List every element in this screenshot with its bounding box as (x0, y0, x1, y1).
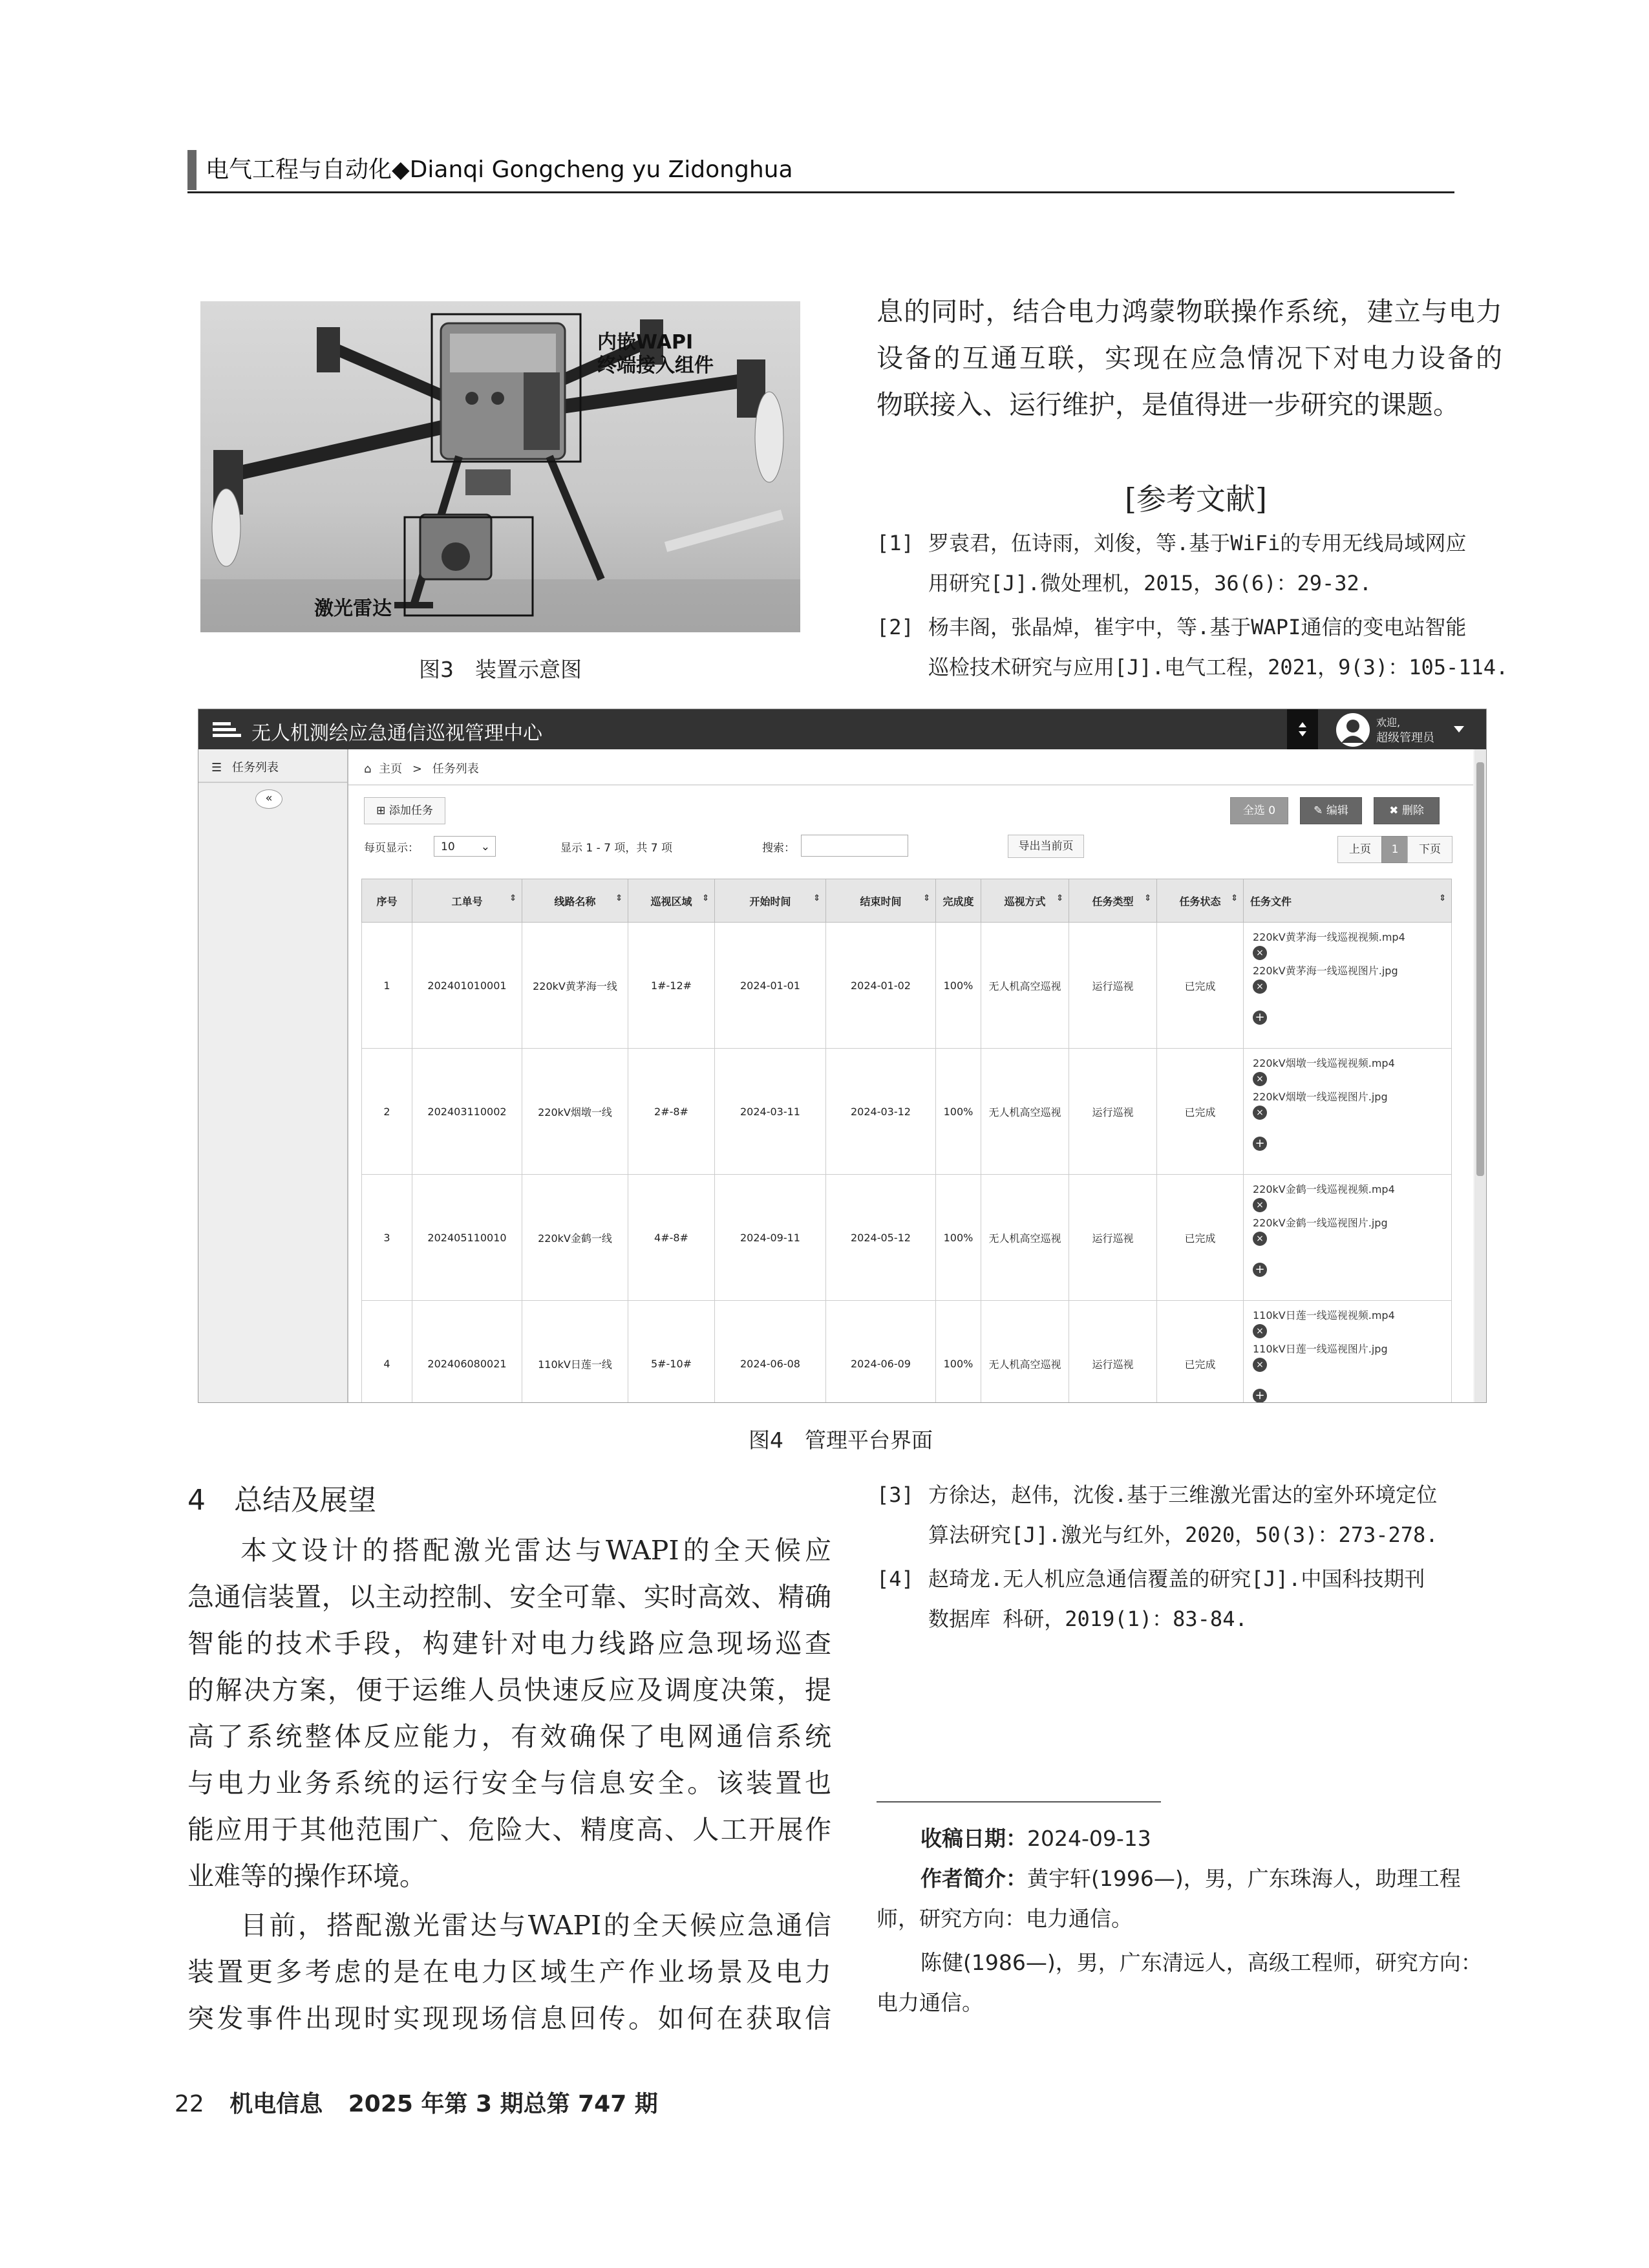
breadcrumb (364, 760, 479, 776)
reference-3-num: [3] (877, 1482, 914, 1507)
table-row[interactable] (362, 1175, 1452, 1301)
delete-label: 删除 (1401, 804, 1424, 817)
sort-icon: ⇕ (1056, 893, 1063, 903)
author-label: 作者简介： (920, 1866, 1027, 1891)
cell-status: 已完成 (1157, 1301, 1244, 1404)
label-wapi-line2: 终端接入组件 (597, 354, 714, 377)
sort-icon: ⇕ (615, 893, 622, 903)
reference-4-line2: 数据库 科研，2019(1)：83-84. (928, 1607, 1248, 1631)
table-row[interactable] (362, 1301, 1452, 1404)
reference-3-line2: 算法研究[J].激光与红外，2020，50(3)：273-278. (928, 1523, 1438, 1547)
add-file-icon[interactable]: + (1253, 1263, 1267, 1277)
column-header-mode[interactable]: 巡视方式 ⇕ (981, 879, 1069, 923)
received-label: 收稿日期： (920, 1826, 1027, 1851)
breadcrumb-separator: > (412, 762, 422, 776)
figure4-caption: 图4 管理平台界面 (749, 1428, 933, 1453)
cell-line: 110kV日莲一线 (522, 1301, 628, 1404)
journal-name: 机电信息 (229, 2091, 323, 2117)
text-line: 装置更多考虑的是在电力区域生产作业场景及电力 (187, 1956, 831, 1987)
continued-paragraph (877, 288, 1502, 428)
per-page-label: 每页显示： (364, 842, 419, 855)
text-line: 物联接入、运行维护，是值得进一步研究的课题。 (877, 389, 1460, 420)
remove-file-icon[interactable]: × (1253, 1198, 1267, 1212)
cell-progress: 100% (936, 1301, 981, 1404)
cell-end: 2024-01-02 (826, 923, 936, 1049)
sidebar-divider (198, 782, 347, 783)
plus-square-icon: ⊞ (376, 804, 386, 817)
edit-icon: ✎ (1314, 804, 1323, 817)
sidebar (198, 749, 348, 1402)
cell-line: 220kV金鹤一线 (522, 1175, 628, 1301)
add-file-icon[interactable]: + (1253, 1389, 1267, 1403)
column-header-type[interactable]: 任务类型 ⇕ (1069, 879, 1157, 923)
reference-2-line1: 杨丰阁，张晶焯，崔宇中，等.基于WAPI通信的变电站智能 (928, 615, 1467, 639)
column-header-no[interactable]: 序号 (362, 879, 412, 923)
add-task-button[interactable] (364, 797, 445, 824)
cell-files (1244, 1049, 1452, 1175)
cell-start: 2024-01-01 (715, 923, 826, 1049)
management-platform-screenshot (198, 709, 1487, 1403)
file-image-link[interactable]: 110kV日莲一线巡视图片.jpg (1253, 1343, 1388, 1355)
cell-order: 202403110002 (412, 1049, 522, 1175)
sort-icon: ⇕ (509, 893, 516, 903)
cell-status: 已完成 (1157, 1049, 1244, 1175)
reference-4-line1: 赵琦龙.无人机应急通信覆盖的研究[J].中国科技期刊 (928, 1567, 1425, 1591)
collapse-sidebar-button[interactable]: « (255, 789, 282, 809)
file-video-link[interactable]: 110kV日莲一线巡视视频.mp4 (1253, 1309, 1395, 1321)
remove-file-icon[interactable]: × (1253, 1324, 1267, 1338)
references-heading: [参考文献] (1125, 482, 1267, 517)
cell-files (1244, 1301, 1452, 1404)
sidebar-item-task-list[interactable] (211, 758, 279, 775)
figure3-caption: 图3 装置示意图 (419, 657, 582, 682)
section4-paragraph-1 (187, 1527, 831, 1899)
author2-line2: 电力通信。 (877, 1990, 983, 2015)
text-line: 与电力业务系统的运行安全与信息安全。该装置也 (187, 1768, 831, 1799)
file-video-link[interactable]: 220kV烟墩一线巡视视频.mp4 (1253, 1057, 1395, 1069)
cell-no: 4 (362, 1301, 412, 1404)
received-date-line (920, 1819, 1151, 1858)
chevron-down-icon[interactable] (1452, 725, 1465, 734)
section4-paragraph-2 (187, 1902, 831, 2042)
sort-icon: ⇕ (813, 893, 820, 903)
file-video-link[interactable]: 220kV黄茅海一线巡视视频.mp4 (1253, 931, 1405, 943)
cell-area: 4#-8# (628, 1175, 715, 1301)
reference-3-line1: 方徐达，赵伟，沈俊.基于三维激光雷达的室外环境定位 (928, 1482, 1438, 1507)
cell-end: 2024-06-09 (826, 1301, 936, 1404)
file-image-link[interactable]: 220kV黄茅海一线巡视图片.jpg (1253, 965, 1398, 977)
add-task-label: 添加任务 (388, 804, 433, 817)
cell-type: 运行巡视 (1069, 1175, 1157, 1301)
remove-file-icon[interactable]: × (1253, 979, 1267, 994)
text-line: 智能的技术手段，构建针对电力线路应急现场巡查 (187, 1628, 831, 1659)
user-avatar[interactable] (1336, 713, 1370, 747)
remove-file-icon[interactable]: × (1253, 1072, 1267, 1086)
cell-files (1244, 1175, 1452, 1301)
search-label: 搜索： (762, 842, 795, 855)
running-head-bar (187, 150, 197, 190)
topbar-toggle[interactable] (1287, 709, 1318, 749)
reference-1-line2: 用研究[J].微处理机，2015，36(6)：29-32. (928, 571, 1372, 595)
search-input[interactable] (801, 835, 908, 857)
sort-icon: ⇕ (1231, 893, 1238, 903)
cell-status: 已完成 (1157, 1175, 1244, 1301)
chevron-down-icon: ⌄ (480, 840, 490, 853)
cell-start: 2024-03-11 (715, 1049, 826, 1175)
text-line: 业难等的操作环境。 (187, 1861, 426, 1892)
per-page-value: 10 (441, 840, 455, 853)
main-pane (348, 749, 1473, 1402)
app-topbar (198, 709, 1486, 749)
add-file-icon[interactable]: + (1253, 1011, 1267, 1025)
page-number: 22 (175, 2091, 204, 2117)
edit-label: 编辑 (1326, 804, 1348, 817)
text-line: 设备的互通互联，实现在应急情况下对电力设备的 (877, 343, 1502, 374)
file-video-link[interactable]: 220kV金鹤一线巡视视频.mp4 (1253, 1183, 1395, 1195)
text-line: 急通信装置，以主动控制、安全可靠、实时高效、精确 (187, 1581, 831, 1612)
received-date: 2024-09-13 (1027, 1826, 1151, 1851)
cell-type: 运行巡视 (1069, 1049, 1157, 1175)
per-page-select[interactable] (434, 836, 496, 857)
cell-end: 2024-05-12 (826, 1175, 936, 1301)
sort-icon: ⇕ (702, 893, 709, 903)
column-header-status[interactable]: 任务状态 ⇕ (1157, 879, 1244, 923)
remove-file-icon[interactable]: × (1253, 1106, 1267, 1120)
reference-2-line2: 巡检技术研究与应用[J].电气工程，2021，9(3)：105-114. (928, 655, 1509, 679)
column-header-progress[interactable]: 完成度 (936, 879, 981, 923)
file-image-link[interactable]: 220kV金鹤一线巡视图片.jpg (1253, 1217, 1388, 1229)
cell-mode: 无人机高空巡视 (981, 1175, 1069, 1301)
reference-1-num: [1] (877, 531, 914, 555)
text-line: 突发事件出现时实现现场信息回传。如何在获取信 (187, 2003, 831, 2034)
author1-line2: 师，研究方向：电力通信。 (877, 1906, 1133, 1931)
cell-order: 202405110010 (412, 1175, 522, 1301)
delete-button[interactable] (1374, 797, 1440, 824)
text-line: 能应用于其他范围广、危险大、精度高、人工开展作 (187, 1814, 831, 1845)
select-all-button[interactable]: 全选 0 (1230, 797, 1288, 824)
figure3-photo (200, 301, 800, 632)
cell-mode: 无人机高空巡视 (981, 1301, 1069, 1404)
sort-icon: ⇕ (1439, 893, 1446, 903)
label-lidar: 激光雷达 (314, 597, 392, 620)
file-image-link[interactable]: 220kV烟墩一线巡视图片.jpg (1253, 1091, 1388, 1103)
text-line: 息的同时，结合电力鸿蒙物联操作系统，建立与电力 (877, 296, 1502, 327)
column-header-files[interactable]: 任务文件 ⇕ (1244, 879, 1452, 923)
add-file-icon[interactable]: + (1253, 1137, 1267, 1151)
export-button[interactable]: 导出当前页 (1008, 835, 1084, 858)
reference-4-num: [4] (877, 1567, 914, 1591)
cell-no: 3 (362, 1175, 412, 1301)
text-line: 目前，搭配激光雷达与WAPI的全天候应急通信 (240, 1910, 831, 1941)
cell-area: 2#-8# (628, 1049, 715, 1175)
scrollbar-thumb[interactable] (1476, 762, 1484, 1176)
column-header-area[interactable]: 巡视区域 ⇕ (628, 879, 715, 923)
cell-files (1244, 923, 1452, 1049)
home-icon: ⌂ (364, 762, 372, 776)
text-line: 高了系统整体反应能力，有效确保了电网通信系统 (187, 1721, 831, 1752)
showing-text: 显示 1 - 7 项，共 7 项 (560, 842, 673, 855)
cell-no: 2 (362, 1049, 412, 1175)
user-name[interactable]: 超级管理员 (1376, 731, 1434, 745)
cell-progress: 100% (936, 1049, 981, 1175)
table-row[interactable] (362, 923, 1452, 1049)
text-line: 的解决方案，便于运维人员快速反应及调度决策，提 (187, 1674, 831, 1706)
breadcrumb-rule (348, 784, 1473, 786)
sort-icon: ⇕ (1144, 893, 1151, 903)
cell-end: 2024-03-12 (826, 1049, 936, 1175)
issue-info: 2025 年第 3 期总第 747 期 (348, 2091, 658, 2117)
column-header-order[interactable]: 工单号 ⇕ (412, 879, 522, 923)
remove-file-icon[interactable]: × (1253, 946, 1267, 960)
cell-status: 已完成 (1157, 923, 1244, 1049)
footer (175, 2086, 658, 2119)
cell-mode: 无人机高空巡视 (981, 923, 1069, 1049)
label-wapi-line1: 内嵌WAPI (597, 331, 694, 354)
author1-line1 (920, 1859, 1461, 1898)
cell-line: 220kV烟墩一线 (522, 1049, 628, 1175)
table-header-row (362, 879, 1452, 923)
cell-order: 202406080021 (412, 1301, 522, 1404)
remove-file-icon[interactable]: × (1253, 1358, 1267, 1372)
sidebar-item-label: 任务列表 (231, 761, 279, 775)
cell-area: 1#-12# (628, 923, 715, 1049)
page-1-button[interactable]: 1 (1381, 836, 1409, 863)
vertical-scrollbar[interactable] (1474, 749, 1486, 1402)
edit-button[interactable] (1300, 797, 1362, 824)
welcome-text: 欢迎, (1376, 716, 1401, 729)
user-icon (1336, 713, 1370, 747)
list-icon: ☰ (211, 761, 222, 775)
column-header-end[interactable]: 结束时间 ⇕ (826, 879, 936, 923)
author2-line1: 陈健(1986—)，男，广东清远人，高级工程师，研究方向： (920, 1950, 1482, 1975)
next-page-button[interactable]: 下页 (1407, 836, 1452, 863)
reference-2-num: [2] (877, 615, 914, 639)
cell-area: 5#-10# (628, 1301, 715, 1404)
breadcrumb-current: 任务列表 (432, 762, 479, 776)
column-header-line[interactable]: 线路名称 ⇕ (522, 879, 628, 923)
cell-type: 运行巡视 (1069, 923, 1157, 1049)
cell-start: 2024-09-11 (715, 1175, 826, 1301)
column-header-start[interactable]: 开始时间 ⇕ (715, 879, 826, 923)
footnote-rule (877, 1801, 1161, 1803)
cell-no: 1 (362, 923, 412, 1049)
cell-mode: 无人机高空巡视 (981, 1049, 1069, 1175)
sort-icon: ⇕ (923, 893, 930, 903)
remove-file-icon[interactable]: × (1253, 1232, 1267, 1246)
app-title: 无人机测绘应急通信巡视管理中心 (251, 722, 542, 745)
author1-text: 黄宇轩(1996—)，男，广东珠海人，助理工程 (1027, 1866, 1461, 1891)
logo-icon (213, 721, 244, 739)
reference-1-line1: 罗袁君，伍诗雨，刘俊，等.基于WiFi的专用无线局域网应 (928, 531, 1467, 555)
cell-progress: 100% (936, 1175, 981, 1301)
cell-type: 运行巡视 (1069, 1301, 1157, 1404)
cell-progress: 100% (936, 923, 981, 1049)
cell-order: 202401010001 (412, 923, 522, 1049)
breadcrumb-home[interactable]: 主页 (379, 762, 403, 776)
section4-heading: 4 总结及展望 (187, 1484, 376, 1517)
task-table (361, 879, 1452, 1403)
running-head-rule (187, 191, 1454, 193)
close-icon: ✖ (1389, 804, 1399, 817)
table-row[interactable] (362, 1049, 1452, 1175)
text-line: 本文设计的搭配激光雷达与WAPI的全天候应 (240, 1535, 831, 1566)
sort-updown-icon (1287, 709, 1318, 749)
running-head: 电气工程与自动化◆Dianqi Gongcheng yu Zidonghua (206, 156, 793, 183)
cell-start: 2024-06-08 (715, 1301, 826, 1404)
prev-page-button[interactable]: 上页 (1337, 836, 1383, 863)
cell-line: 220kV黄茅海一线 (522, 923, 628, 1049)
